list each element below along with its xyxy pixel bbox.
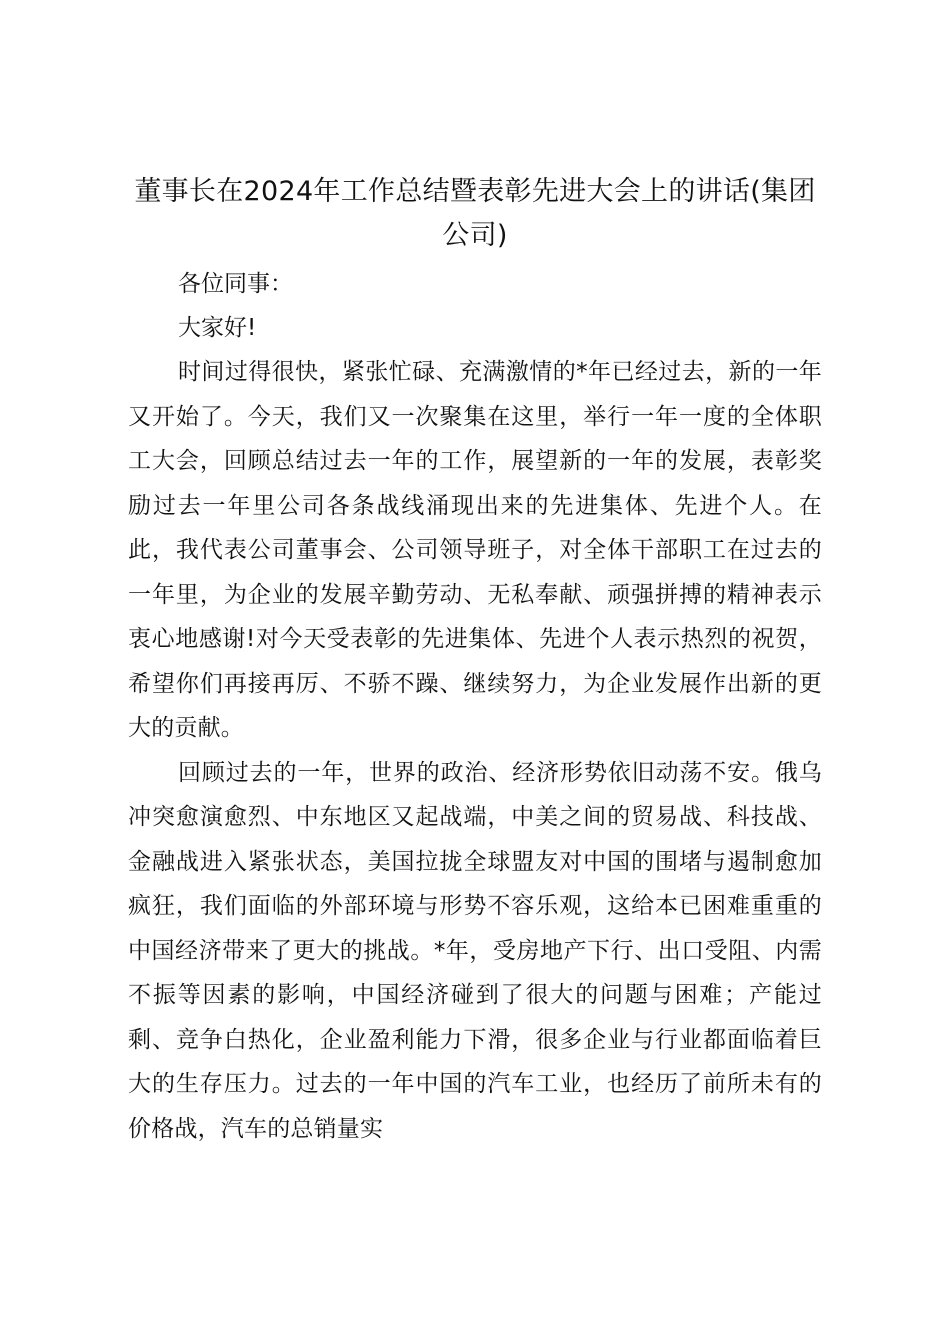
paragraph-1: 时间过得很快，紧张忙碌、充满激情的*年已经过去，新的一年又开始了。今天，我们又一次聚集在这里，举行一年一度的全体职工大会，回顾总结过去一年的工作，展望新的一年的发展，表彰奖励过去一年里公司各条战线涌现出来的先进集体、先进个人。在此，我代表公司董事会、公司领导班子，对全体干部职工在过去的一年里，为企业的发展辛勤劳动、无私奉献、顽强拼搏的精神表示衷心地感谢!对今天受表彰的先进集体、先进个人表示热烈的祝贺，希望你们再接再厉、不骄不躁、继续努力，为企业发展作出新的更大的贡献。 xyxy=(128,359,822,741)
greeting: 大家好! xyxy=(178,315,257,341)
paragraph-2: 回顾过去的一年，世界的政治、经济形势依旧动荡不安。俄乌冲突愈演愈烈、中东地区又起战端，中美之间的贸易战、科技战、金融战进入紧张状态，美国拉拢全球盟友对中国的围堵与遏制愈加疯狂，我们面临的外部环境与形势不容乐观，这给本已困难重重的中国经济带来了更大的挑战。*年，受房地产下行、出口受阻、内需不振等因素的影响，中国经济碰到了很大的问题与困难；产能过剩、竞争白热化，企业盈利能力下滑，很多企业与行业都面临着巨大的生存压力。过去的一年中国的汽车工业，也经历了前所未有的价格战，汽车的总销量实 xyxy=(128,759,822,1142)
document-title: 董事长在2024年工作总结暨表彰先进大会上的讲话(集团公司) xyxy=(134,176,816,251)
salutation: 各位同事： xyxy=(178,271,293,297)
document-page xyxy=(128,170,822,1151)
